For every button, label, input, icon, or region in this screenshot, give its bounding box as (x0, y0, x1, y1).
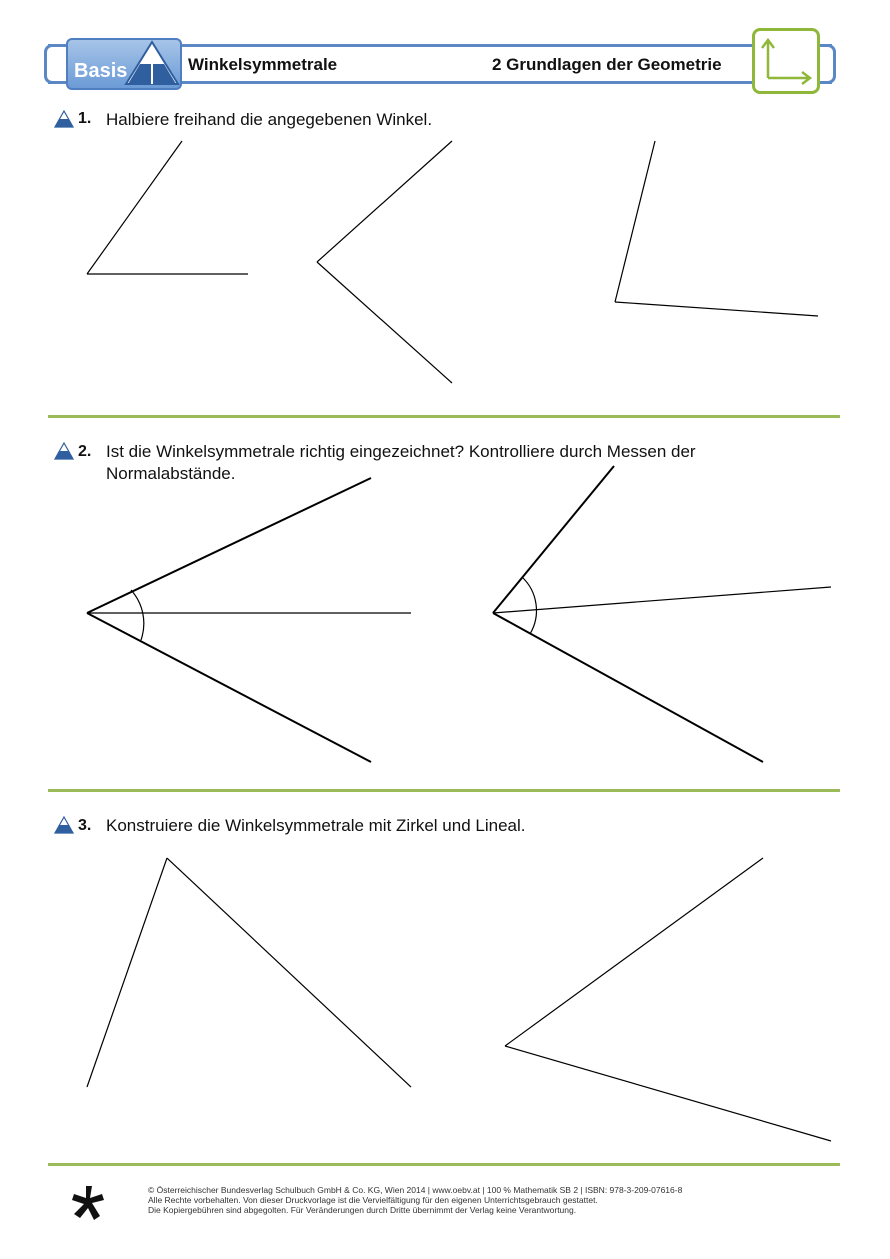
angle-task3-b (505, 858, 831, 1141)
footer-line: Alle Rechte vorbehalten. Von dieser Druckvorlage ist die Vervielfältigung für den eigenen Unterrichtsgebrauch gestattet. (148, 1195, 598, 1205)
page-title: Winkelsymmetrale (188, 55, 338, 74)
angle-task1-a (87, 141, 248, 274)
task-number: 1. (78, 110, 92, 127)
footer-copyright (148, 1185, 768, 1215)
angle-task1-c (615, 141, 818, 316)
task-text: Halbiere freihand die angegebenen Winkel. (106, 110, 433, 129)
angle-task2-a (87, 478, 411, 762)
angle-task2-b (493, 466, 831, 762)
footer-line: Die Kopiergebühren sind abgegolten. Für Veränderungen durch Dritte übernimmt der Verlag keine Verantwortung. (148, 1205, 577, 1215)
basis-label: Basis (74, 60, 128, 82)
angle-task1-b (317, 141, 452, 383)
task-number: 2. (78, 443, 92, 460)
footer-line: © Österreichischer Bundesverlag Schulbuch GmbH & Co. KG, Wien 2014 | www.oebv.at | 100 % Mathematik SB 2 | ISBN: 978-3-209-07616-8 (148, 1185, 683, 1195)
chapter-title: 2 Grundlagen der Geometrie (492, 55, 722, 74)
task-text: Ist die Winkelsymmetrale richtig eingezeichnet? Kontrolliere durch Messen der Normalabstände. (106, 442, 696, 483)
task-text: Konstruiere die Winkelsymmetrale mit Zirkel und Lineal. (106, 816, 526, 835)
task-number: 3. (78, 817, 92, 834)
angle-task3-a (87, 858, 411, 1087)
oebv-logo-icon (70, 1184, 110, 1224)
